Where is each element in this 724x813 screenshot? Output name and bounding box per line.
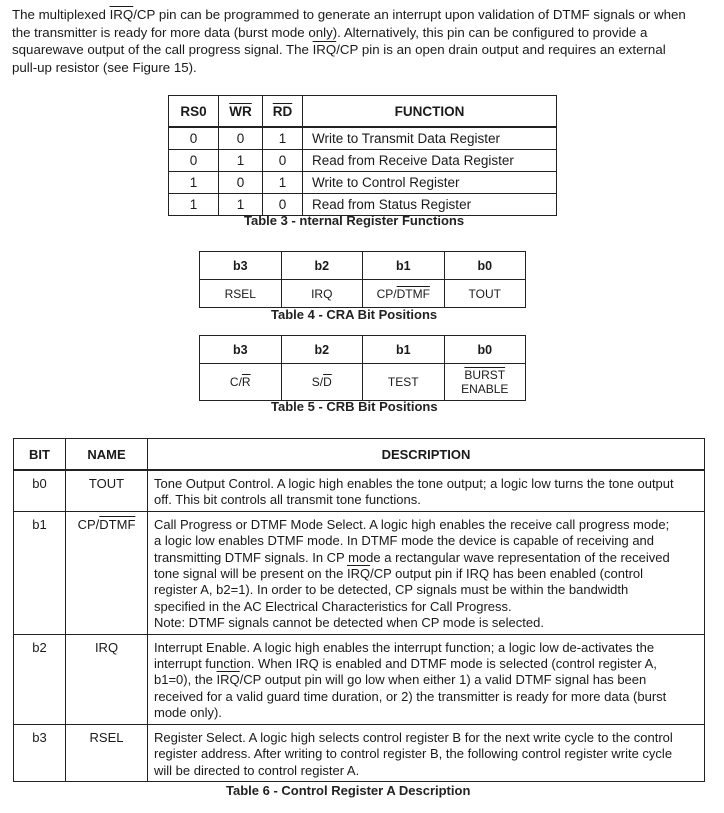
r-overline: $\overline{R}$ [241, 375, 251, 389]
cell: 0 [219, 127, 263, 150]
desc-line: off. This bit controls all transmit tone functions. [154, 492, 421, 508]
burst-overline: BURST [464, 368, 506, 382]
cell-cp-dtmf [363, 280, 445, 308]
text: /CP output pin will go low when either 1) a valid DTMF signal has been [239, 672, 647, 688]
desc-line: Interrupt Enable. A logic high enables the interrupt function; a logic low de-activates the [154, 639, 655, 655]
cell: 1 [263, 172, 303, 194]
table-header-row [14, 439, 705, 471]
table-row [169, 127, 557, 150]
cell: 1 [263, 127, 303, 150]
irq-overline: $\overline{IRQ}$ [109, 7, 134, 22]
cell-name [66, 511, 148, 634]
text: C/ [229, 375, 242, 389]
cell-description [148, 724, 705, 781]
cell-burst-enable [444, 364, 526, 401]
header-wr [219, 96, 263, 128]
cell-irq: IRQ [281, 280, 363, 308]
cell: 1 [169, 172, 219, 194]
cell: 1 [169, 194, 219, 216]
intro-line: the transmitter is ready for more data (burst mode only). Alternatively, this pin can be configured to provide a [12, 24, 648, 40]
text: b1=0), the [154, 672, 217, 688]
header-function: FUNCTION [303, 96, 557, 128]
table-row [200, 364, 526, 401]
text: /CP pin is an open drain output and requires an external [336, 42, 666, 57]
desc-line: mode only). [154, 705, 222, 721]
cell-bit: b3 [14, 724, 66, 781]
desc-line: register address. After writing to control register B, the following control register write cycle [154, 746, 673, 762]
table-row [169, 150, 557, 172]
intro-paragraph [12, 6, 712, 76]
header-b2: b2 [281, 252, 363, 280]
text: tone signal will be present on the [154, 566, 347, 582]
table-3-internal-register-functions [168, 95, 557, 216]
table-header-row [200, 252, 526, 280]
cell-name: RSEL [66, 724, 148, 781]
cell: Write to Transmit Data Register [303, 127, 557, 150]
header-b3: b3 [200, 336, 282, 364]
table-row [14, 470, 705, 511]
enable-text: ENABLE [461, 382, 509, 396]
header-rs0: RS0 [169, 96, 219, 128]
text: CP/ [376, 286, 397, 301]
table-6-control-register-a [13, 438, 705, 782]
intro-line [12, 41, 712, 59]
cell: 0 [219, 172, 263, 194]
header-b0: b0 [444, 252, 526, 280]
dtmf-overline: DTMF [99, 516, 136, 532]
desc-line: interrupt function. When IRQ is enabled and DTMF mode is selected (control register A, [154, 656, 657, 672]
table-row [169, 172, 557, 194]
intro-line: pull-up resistor (see Figure 15). [12, 59, 197, 75]
cell-test: TEST [363, 364, 445, 401]
cell-tout: TOUT [444, 280, 526, 308]
cell-name: IRQ [66, 634, 148, 724]
table-5-crb-bit-positions [199, 335, 526, 401]
cell-bit: b1 [14, 511, 66, 634]
text: /CP output pin if IRQ has been enabled (control [370, 566, 644, 582]
cell-rsel: RSEL [200, 280, 282, 308]
header-description: DESCRIPTION [148, 439, 705, 471]
cell: 1 [219, 194, 263, 216]
header-name: NAME [66, 439, 148, 471]
desc-line: Call Progress or DTMF Mode Select. A logic high enables the receive call progress mode; [154, 516, 670, 532]
header-b2: b2 [281, 336, 363, 364]
cell: 0 [169, 150, 219, 172]
desc-line [154, 672, 698, 688]
cell-s-d [281, 364, 363, 401]
desc-line: will be directed to control register A. [154, 762, 360, 778]
text: The multiplexed [12, 7, 110, 22]
header-rd [263, 96, 303, 128]
irq-overline: $\overline{IRQ}$ [312, 42, 337, 57]
cell-bit: b2 [14, 634, 66, 724]
text: squarewave output of the call progress signal. The [12, 42, 313, 57]
cell-description [148, 470, 705, 511]
table-header-row [169, 96, 557, 128]
cell-bit: b0 [14, 470, 66, 511]
desc-line [154, 566, 698, 582]
header-b3: b3 [200, 252, 282, 280]
table-4-cra-bit-positions [199, 251, 526, 308]
desc-line: received for a valid guard time duration, or 2) the transmitter is ready for more data (burst [154, 688, 667, 704]
cell: 0 [263, 150, 303, 172]
table-row [14, 634, 705, 724]
cell: 0 [263, 194, 303, 216]
text: S/ [311, 375, 324, 389]
header-b1: b1 [363, 336, 445, 364]
table-4-caption: Table 4 - CRA Bit Positions [271, 307, 438, 322]
desc-line: Note: DTMF signals cannot be detected when CP mode is selected. [154, 615, 544, 631]
desc-line: a logic low enables DTMF mode. In DTMF mode the device is capable of receiving and [154, 533, 655, 549]
desc-line: register A, b2=1). In order to be detected, CP signals must be within the bandwidth [154, 582, 629, 598]
rd-label: $\overline{RD}$ [272, 103, 293, 119]
cell: Write to Control Register [303, 172, 557, 194]
desc-line: Tone Output Control. A logic high enables the tone output; a logic low turns the tone output [154, 476, 674, 491]
cell-name: TOUT [66, 470, 148, 511]
dtmf-overline: DTMF [396, 286, 430, 301]
irq-overline: $\overline{IRQ}$ [346, 566, 371, 582]
irq-overline: $\overline{IRQ}$ [216, 672, 240, 688]
d-overline: $\overline{D}$ [323, 375, 332, 389]
cell-description [148, 634, 705, 724]
text: CP/ [77, 516, 100, 532]
cell: 0 [169, 127, 219, 150]
header-b0: b0 [444, 336, 526, 364]
desc-line: transmitting DTMF signals. In CP mode a rectangular wave representation of the received [154, 549, 670, 565]
header-bit: BIT [14, 439, 66, 471]
table-header-row [200, 336, 526, 364]
table-6-caption: Table 6 - Control Register A Description [226, 783, 471, 798]
text: /CP pin can be programmed to generate an interrupt upon validation of DTMF signals or when [133, 7, 686, 22]
cell-c-r [200, 364, 282, 401]
cell: Read from Receive Data Register [303, 150, 557, 172]
desc-line: specified in the AC Electrical Characteristics for Call Progress. [154, 598, 512, 614]
cell-description [148, 511, 705, 634]
table-row [14, 511, 705, 634]
table-5-caption: Table 5 - CRB Bit Positions [271, 399, 438, 414]
table-3-caption: Table 3 - nternal Register Functions [244, 213, 465, 228]
cell: Read from Status Register [303, 194, 557, 216]
cell: 1 [219, 150, 263, 172]
header-b1: b1 [363, 252, 445, 280]
desc-line: Register Select. A logic high selects control register B for the next write cycle to the control [154, 729, 673, 745]
table-row [14, 724, 705, 781]
intro-line [12, 6, 712, 24]
wr-label: $\overline{WR}$ [229, 103, 252, 119]
table-row [200, 280, 526, 308]
